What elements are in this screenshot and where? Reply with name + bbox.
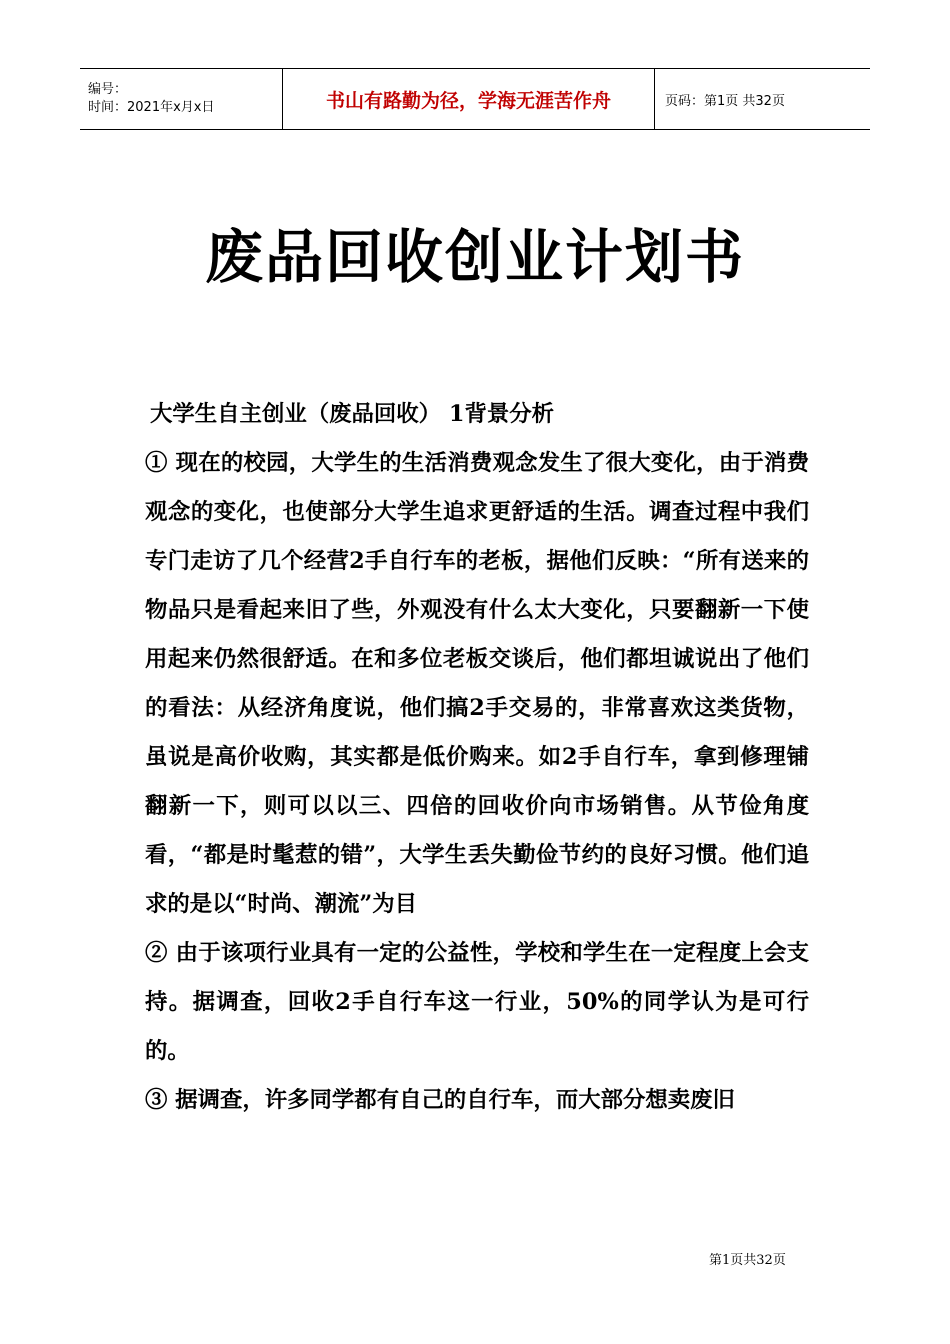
page-header bbox=[80, 68, 870, 130]
document-body bbox=[145, 390, 809, 1125]
header-motto: 书山有路勤为径，学海无涯苦作舟 bbox=[325, 89, 611, 112]
document-date: 时间：2021年x月x日 bbox=[88, 100, 215, 115]
paragraph-2: ② 由于该项行业具有一定的公益性，学校和学生在一定程度上会支持。据调查，回收2手自行车这一行业，50%的同学认为是可行的。 bbox=[145, 940, 809, 1064]
header-page-cell bbox=[655, 69, 870, 129]
paragraph-3: ③ 据调查，许多同学都有自己的自行车，而大部分想卖废旧 bbox=[145, 1087, 735, 1113]
page-footer: 第1页共32页 bbox=[709, 1253, 786, 1268]
paragraph-1: ① 现在的校园，大学生的生活消费观念发生了很大变化，由于消费观念的变化，也使部分大学生追求更舒适的生活。调查过程中我们专门走访了几个经营2手自行车的老板，据他们反映：“所有送来的物品只是看起来旧了些，外观没有什么太大变化，只要翻新一下使用起来仍然很舒适。在和多位老板交谈后，他们都坦诚说出了他们的看法：从经济角度说，他们搞2手交易的，非常喜欢这类货物，虽说是高价收购，其实都是低价购来。如2手自行车，拿到修理铺翻新一下，则可以以三、四倍的回收价向市场销售。从节俭角度看，“都是时髦惹的错”，大学生丢失勤俭节约的良好习惯。他们追求的是以“时尚、潮流”为目 bbox=[145, 450, 809, 917]
header-motto-cell bbox=[282, 69, 655, 129]
header-meta bbox=[80, 69, 282, 129]
section-heading: 大学生自主创业（废品回收） 1背景分析 bbox=[150, 401, 555, 427]
document-number-label: 编号： bbox=[88, 82, 128, 97]
header-page-number: 页码：第1页 共32页 bbox=[665, 93, 785, 109]
document-title: 废品回收创业计划书 bbox=[204, 223, 745, 291]
